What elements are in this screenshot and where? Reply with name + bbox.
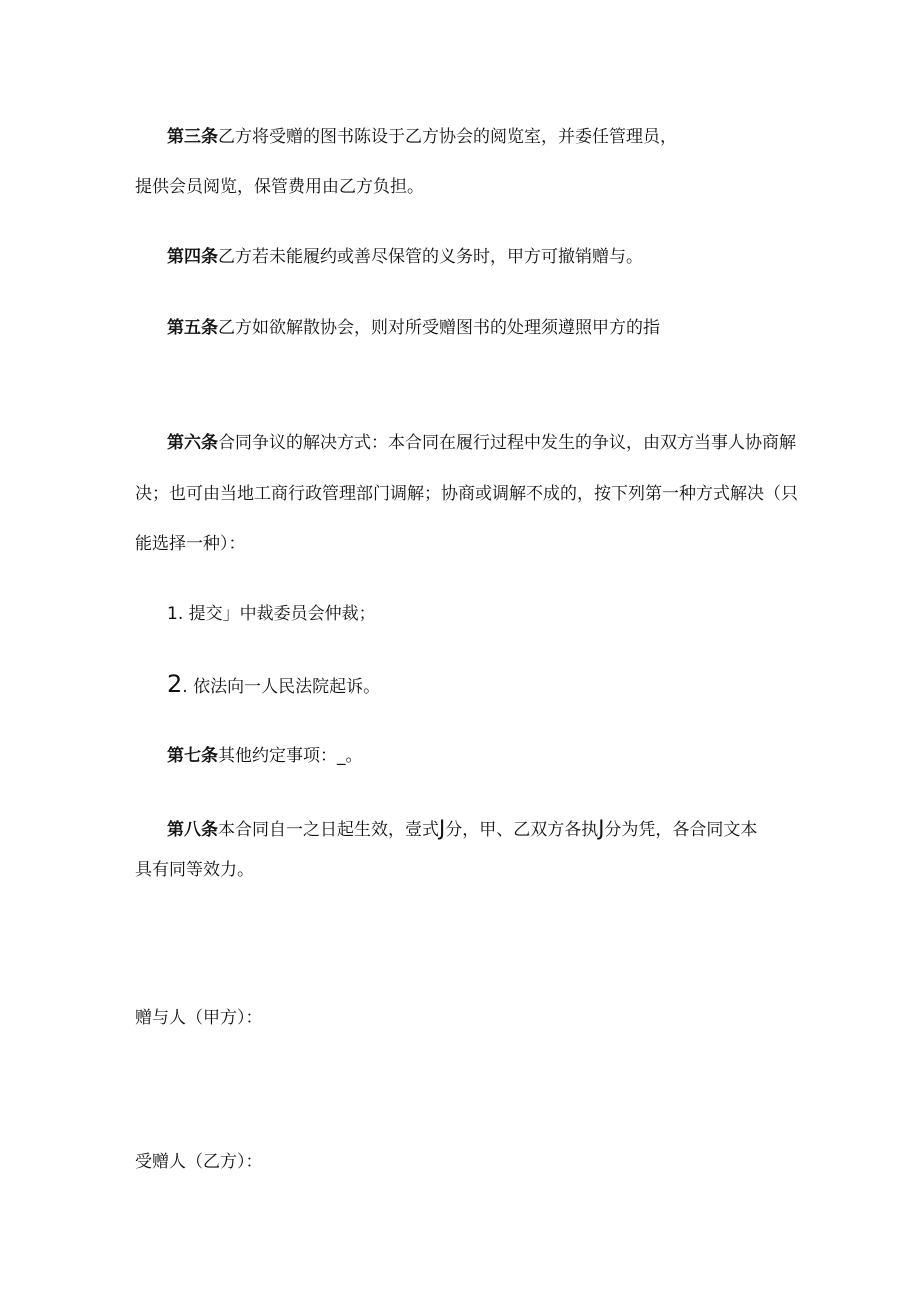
clause-7	[167, 744, 363, 768]
clause-8-line-1	[167, 814, 757, 842]
clause-4	[167, 245, 643, 269]
clause-7-text: 其他约定事项：_。	[218, 746, 363, 766]
donor-signature-label: 赠与人（甲方）：	[135, 1008, 263, 1028]
clause-6-text: 合同争议的解决方式：本合同在履行过程中发生的争议，由双方当事人协商解	[218, 433, 796, 453]
clause-6-article: 第六条	[167, 433, 218, 453]
dispute-option-2	[167, 670, 380, 698]
clause-6-line-2: 决；也可由当地工商行政管理部门调解；协商或调解不成的，按下列第一种方式解决（只	[135, 484, 798, 504]
clause-8-text-a: 本合同自一之日起生效，壹式	[218, 820, 439, 840]
clause-8-blank-1: J	[439, 816, 446, 840]
clause-8-text-b: 分，甲、乙双方各执	[445, 820, 599, 840]
clause-6-line-3: 能选择一种）：	[135, 534, 246, 554]
clause-5	[167, 316, 660, 340]
clause-4-article: 第四条	[167, 247, 218, 267]
clause-5-text: 乙方如欲解散协会，则对所受赠图书的处理须遵照甲方的指	[218, 318, 660, 338]
dispute-option-2-number: 2	[167, 670, 183, 698]
clause-3-line-2: 提供会员阅览，保管费用由乙方负担。	[135, 177, 424, 197]
dispute-option-2-text: . 依法向一人民法院起诉。	[182, 677, 381, 697]
clause-4-text: 乙方若未能履约或善尽保管的义务时，甲方可撤销赠与。	[218, 247, 643, 267]
clause-6-line-1	[167, 431, 796, 455]
clause-3-article: 第三条	[167, 127, 218, 147]
clause-5-article: 第五条	[167, 318, 218, 338]
clause-8-article: 第八条	[167, 820, 218, 840]
clause-8-blank-2: J	[598, 816, 605, 840]
dispute-option-1: 1. 提交」中裁委员会仲裁；	[167, 604, 376, 624]
clause-3-line-1	[167, 125, 677, 149]
clause-8-text-c: 分为凭，各合同文本	[604, 820, 758, 840]
clause-7-article: 第七条	[167, 746, 218, 766]
donee-signature-label: 受赠人（乙方）：	[135, 1152, 263, 1172]
clause-8-line-2: 具有同等效力。	[135, 860, 254, 880]
clause-3-text: 乙方将受赠的图书陈设于乙方协会的阅览室，并委任管理员，	[218, 127, 677, 147]
